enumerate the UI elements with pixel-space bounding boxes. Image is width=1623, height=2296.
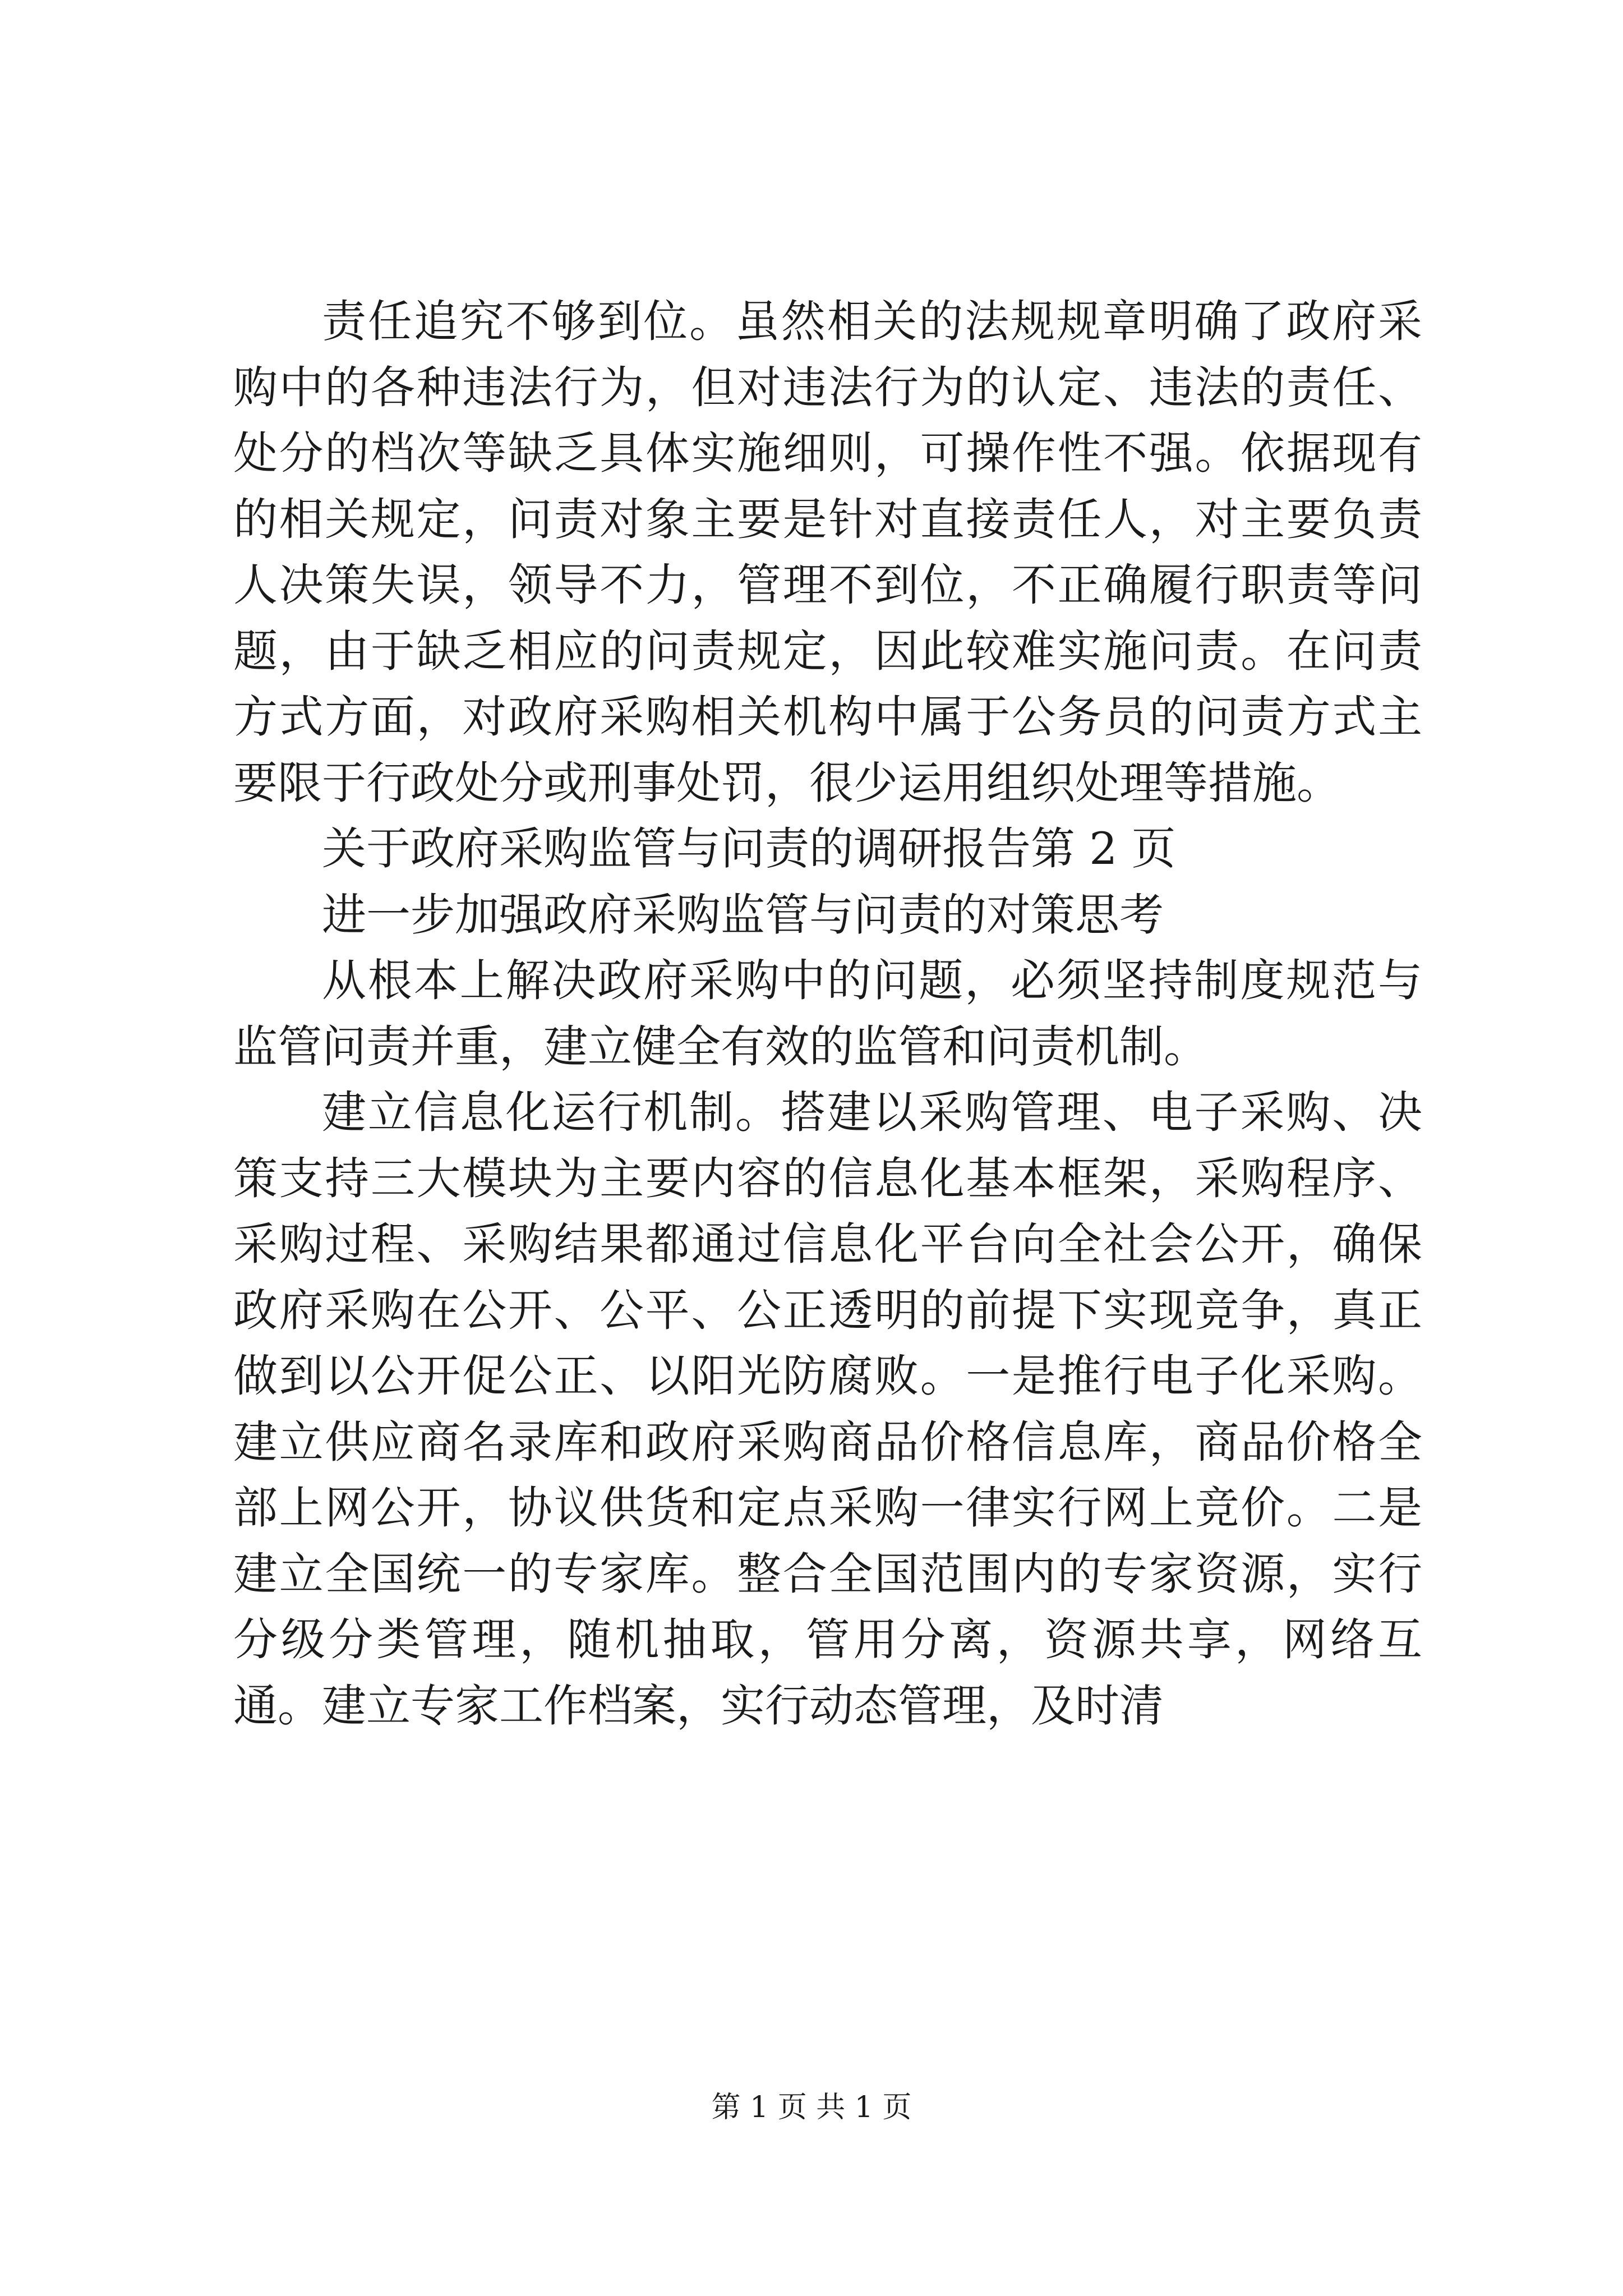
paragraph-information-mechanism: 建立信息化运行机制。搭建以采购管理、电子采购、决策支持三大模块为主要内容的信息化基本框架，采购程序、采购过程、采购结果都通过信息化平台向全社会公开，确保政府采购在公开、公平、公正透明的前提下实现竞争，真正做到以公开促公正、以阳光防腐败。一是推行电子化采购。建立供应商名录库和政府采购商品价格信息库，商品价格全部上网公开，协议供货和定点采购一律实行网上竞价。二是建立全国统一的专家库。整合全国范围内的专家资源，实行分级分类管理，随机抽取，管用分离，资源共享，网络互通。建立专家工作档案，实行动态管理，及时清 — [233, 1087, 1422, 1732]
document-body — [233, 289, 1422, 1739]
paragraph-accountability: 责任追究不够到位。虽然相关的法规规章明确了政府采购中的各种违法行为，但对违法行为的认定、违法的责任、处分的档次等缺乏具体实施细则，可操作性不强。依据现有的相关规定，问责对象主要是针对直接责任人，对主要负责人决策失误，领导不力，管理不到位，不正确履行职责等问题，由于缺乏相应的问责规定，因此较难实施问责。在问责方式方面，对政府采购相关机构中属于公务员的问责方式主要限于行政处分或刑事处罚，很少运用组织处理等措施。 — [233, 296, 1422, 809]
section-heading: 进一步加强政府采购监管与问责的对策思考 — [322, 889, 1164, 941]
page-footer: 第 1 页 共 1 页 — [711, 2091, 912, 2124]
page-reference-line: 关于政府采购监管与问责的调研报告第 2 页 — [322, 823, 1176, 875]
paragraph-intro: 从根本上解决政府采购中的问题，必须坚持制度规范与监管问责并重，建立健全有效的监管和问责机制。 — [233, 955, 1422, 1073]
